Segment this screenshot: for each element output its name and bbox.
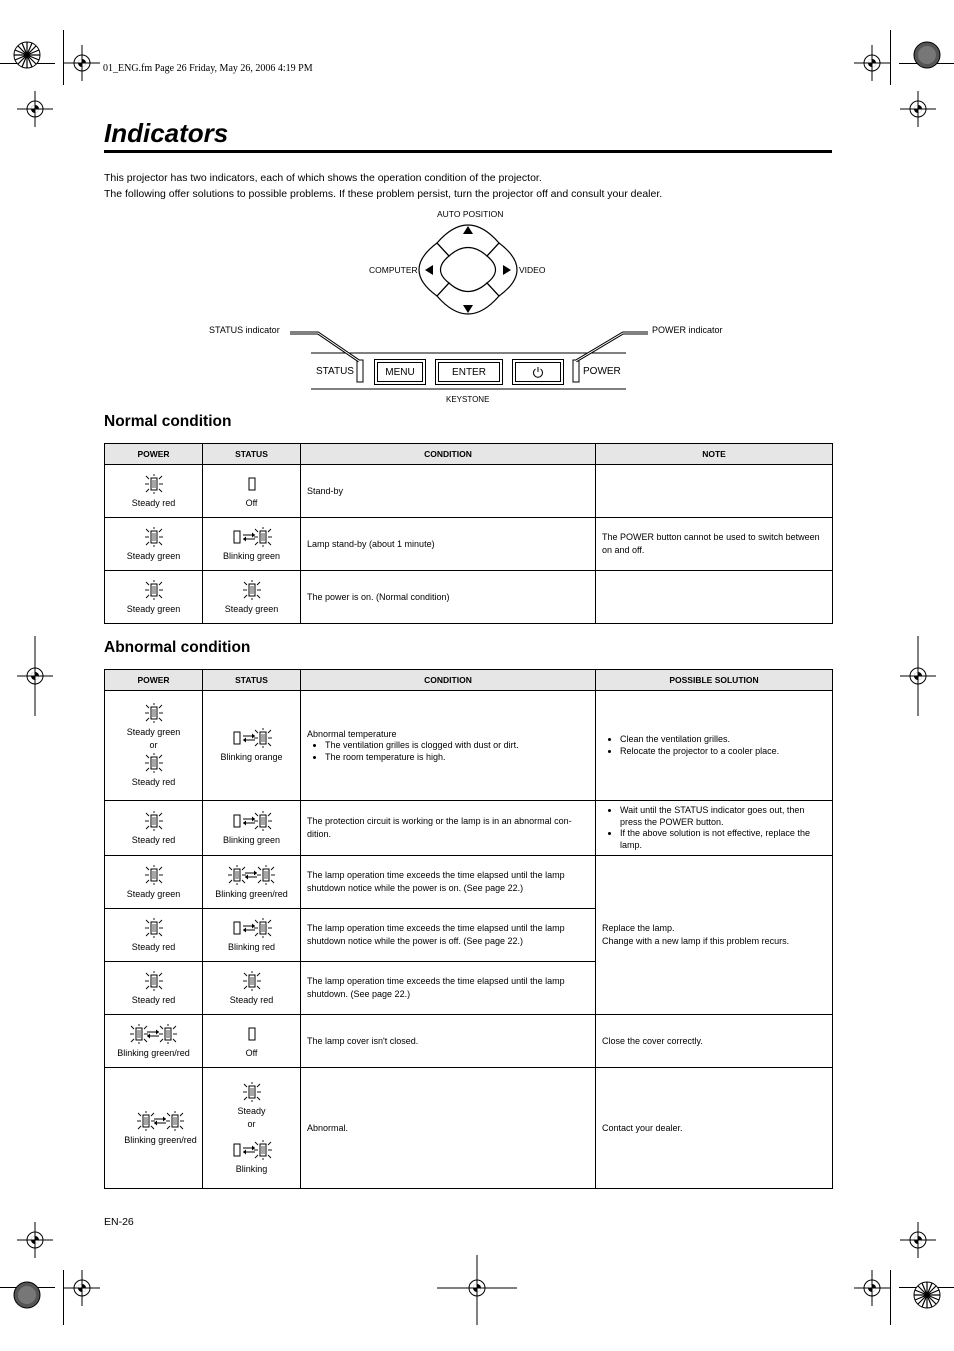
solution-cell bbox=[596, 691, 833, 801]
power-state: Steady green bbox=[126, 727, 181, 737]
power-panel-label: POWER bbox=[583, 366, 621, 377]
status-state: Blinking green bbox=[222, 550, 281, 561]
status-leader-line-inner bbox=[290, 333, 359, 361]
condition-cell: The power is on. (Normal condition) bbox=[301, 571, 596, 624]
indicator-blinking-icon bbox=[230, 810, 274, 832]
table-header-row bbox=[105, 670, 833, 691]
right-key-outline bbox=[487, 243, 517, 296]
solution-list bbox=[602, 734, 826, 757]
page-title: Indicators bbox=[104, 118, 229, 148]
power-state: Steady green bbox=[126, 550, 181, 561]
condition-cell: Abnormal. bbox=[301, 1068, 596, 1189]
normal-condition-heading: Normal condition bbox=[104, 413, 232, 430]
solution-cell bbox=[596, 801, 833, 856]
indicator-lit-icon bbox=[143, 917, 165, 939]
indicator-lit-icon bbox=[143, 810, 165, 832]
power-leader-line-inner bbox=[576, 333, 648, 361]
power-indicator-led bbox=[573, 360, 579, 382]
indicator-lit-icon bbox=[143, 702, 165, 724]
solution-cell: Close the cover correctly. bbox=[596, 1015, 833, 1068]
indicator-lit-icon bbox=[241, 970, 263, 992]
right-arrow-icon bbox=[503, 265, 511, 275]
power-state: Steady red bbox=[131, 497, 176, 508]
status-indicator-label: STATUS indicator bbox=[209, 325, 280, 335]
table-row bbox=[105, 801, 833, 856]
power-leader-line bbox=[576, 333, 648, 361]
power-state: Blinking green/red bbox=[124, 1134, 197, 1145]
indicator-lit-icon bbox=[143, 579, 165, 601]
indicator-lit-icon bbox=[143, 970, 165, 992]
status-indicator-led bbox=[357, 360, 363, 382]
indicator-blinking-icon bbox=[230, 917, 274, 939]
header-condition: CONDITION bbox=[301, 444, 596, 465]
indicator-lit-icon bbox=[143, 864, 165, 886]
table-row bbox=[105, 571, 833, 624]
note-cell bbox=[596, 571, 833, 624]
indicator-lit-icon bbox=[143, 473, 165, 495]
condition-cell: Stand-by bbox=[301, 465, 596, 518]
condition-cell: The lamp operation time exceeds the time elapsed until the lamp shutdown. (See page 22.) bbox=[301, 962, 596, 1015]
table-row bbox=[105, 1015, 833, 1068]
header-status: STATUS bbox=[203, 444, 301, 465]
status-state: Blinking orange bbox=[220, 752, 283, 762]
condition-cell: The lamp operation time exceeds the time elapsed until the lamp shutdown notice while the power is off. (See page 22.) bbox=[301, 909, 596, 962]
indicator-off-icon bbox=[241, 473, 263, 495]
down-arrow-icon bbox=[463, 305, 473, 313]
status-state: Blinking green bbox=[222, 834, 281, 845]
lamp-solution-line-1: Replace the lamp. bbox=[602, 923, 675, 933]
power-indicator-label: POWER indicator bbox=[652, 325, 723, 335]
condition-cell: Lamp stand-by (about 1 minute) bbox=[301, 518, 596, 571]
status-state: Off bbox=[245, 497, 258, 508]
header-note: NOTE bbox=[596, 444, 833, 465]
enter-button[interactable]: ENTER bbox=[435, 359, 503, 385]
power-state: Steady red bbox=[131, 994, 176, 1005]
status-state: Off bbox=[245, 1047, 258, 1058]
list-item: • Clean the ventilation grilles. bbox=[620, 734, 826, 746]
condition-cell: The lamp cover isn't closed. bbox=[301, 1015, 596, 1068]
condition-list bbox=[307, 740, 589, 763]
solution-cell bbox=[596, 856, 833, 1015]
up-arrow-icon bbox=[463, 226, 473, 234]
file-info-header: 01_ENG.fm Page 26 Friday, May 26, 2006 4:19 PM bbox=[103, 63, 313, 74]
indicator-lit-icon bbox=[143, 526, 165, 548]
abnormal-condition-heading: Abnormal condition bbox=[104, 639, 251, 656]
auto-position-label: AUTO POSITION bbox=[437, 209, 504, 219]
table-row bbox=[105, 691, 833, 801]
power-state: Steady red bbox=[131, 834, 176, 845]
indicator-blinking-icon bbox=[230, 727, 274, 749]
list-item: • Wait until the STATUS indicator goes out, then press the POWER button. bbox=[620, 805, 826, 828]
abnormal-condition-table bbox=[104, 669, 833, 1189]
condition-title: Abnormal temperature bbox=[307, 729, 397, 739]
status-panel-label: STATUS bbox=[316, 366, 354, 377]
computer-label: COMPUTER bbox=[369, 265, 418, 275]
indicator-blinking-lit-icon bbox=[137, 1110, 185, 1132]
power-state: Blinking green/red bbox=[117, 1047, 190, 1058]
note-cell: The POWER button cannot be used to switch between on and off. bbox=[596, 518, 833, 571]
table-row bbox=[105, 1068, 833, 1189]
status-state: Blinking red bbox=[227, 941, 276, 952]
power-state: Steady green bbox=[126, 888, 181, 899]
status-state: Steady red bbox=[229, 994, 274, 1005]
table-row bbox=[105, 856, 833, 909]
indicator-blinking-lit-icon bbox=[130, 1023, 178, 1045]
menu-button[interactable]: MENU bbox=[374, 359, 426, 385]
header-power: POWER bbox=[105, 670, 203, 691]
indicator-blinking-icon bbox=[230, 1139, 274, 1161]
indicator-lit-icon bbox=[241, 579, 263, 601]
power-icon bbox=[532, 366, 544, 378]
list-item: • Relocate the projector to a cooler place. bbox=[620, 746, 826, 758]
indicator-blinking-lit-icon bbox=[228, 864, 276, 886]
lamp-solution-line-2: Change with a new lamp if this problem recurs. bbox=[602, 936, 790, 946]
list-item: • If the above solution is not effective, replace the lamp. bbox=[620, 828, 826, 851]
condition-cell bbox=[301, 691, 596, 801]
status-state: Steady bbox=[237, 1105, 266, 1116]
note-cell bbox=[596, 465, 833, 518]
indicator-lit-icon bbox=[241, 1081, 263, 1103]
or-label: or bbox=[149, 740, 158, 750]
intro-line-2: The following offer solutions to possible problems. If these problem persist, turn the projector off and consult your dealer. bbox=[104, 188, 663, 200]
or-label: or bbox=[247, 1118, 256, 1129]
solution-cell: Contact your dealer. bbox=[596, 1068, 833, 1189]
table-row bbox=[105, 518, 833, 571]
header-solution: POSSIBLE SOLUTION bbox=[596, 670, 833, 691]
indicator-lit-icon bbox=[143, 752, 165, 774]
power-state: Steady green bbox=[126, 603, 181, 614]
status-state: Blinking bbox=[235, 1163, 268, 1174]
keystone-label: KEYSTONE bbox=[446, 395, 490, 404]
status-state: Blinking green/red bbox=[215, 888, 288, 899]
page-number: EN-26 bbox=[104, 1216, 134, 1228]
normal-condition-table bbox=[104, 443, 833, 624]
left-arrow-icon bbox=[425, 265, 433, 275]
condition-cell: The protection circuit is working or the lamp is in an abnormal con-dition. bbox=[301, 801, 596, 856]
indicator-off-icon bbox=[241, 1023, 263, 1045]
status-state: Steady green bbox=[224, 603, 279, 614]
indicator-blinking-icon bbox=[230, 526, 274, 548]
power-button[interactable] bbox=[512, 359, 564, 385]
header-status: STATUS bbox=[203, 670, 301, 691]
power-state: Steady red bbox=[131, 941, 176, 952]
header-power: POWER bbox=[105, 444, 203, 465]
power-state: Steady red bbox=[131, 777, 176, 787]
left-key-outline bbox=[419, 243, 449, 296]
condition-cell: The lamp operation time exceeds the time elapsed until the lamp shutdown notice while the power is on. (See page 22.) bbox=[301, 856, 596, 909]
table-header-row bbox=[105, 444, 833, 465]
list-item: • The room temperature is high. bbox=[325, 752, 589, 764]
intro-line-1: This projector has two indicators, each of which shows the operation condition of the projector. bbox=[104, 172, 542, 184]
header-condition: CONDITION bbox=[301, 670, 596, 691]
video-label: VIDEO bbox=[519, 265, 546, 275]
solution-list bbox=[602, 805, 826, 851]
table-row bbox=[105, 465, 833, 518]
list-item: • The ventilation grilles is clogged with dust or dirt. bbox=[325, 740, 589, 752]
